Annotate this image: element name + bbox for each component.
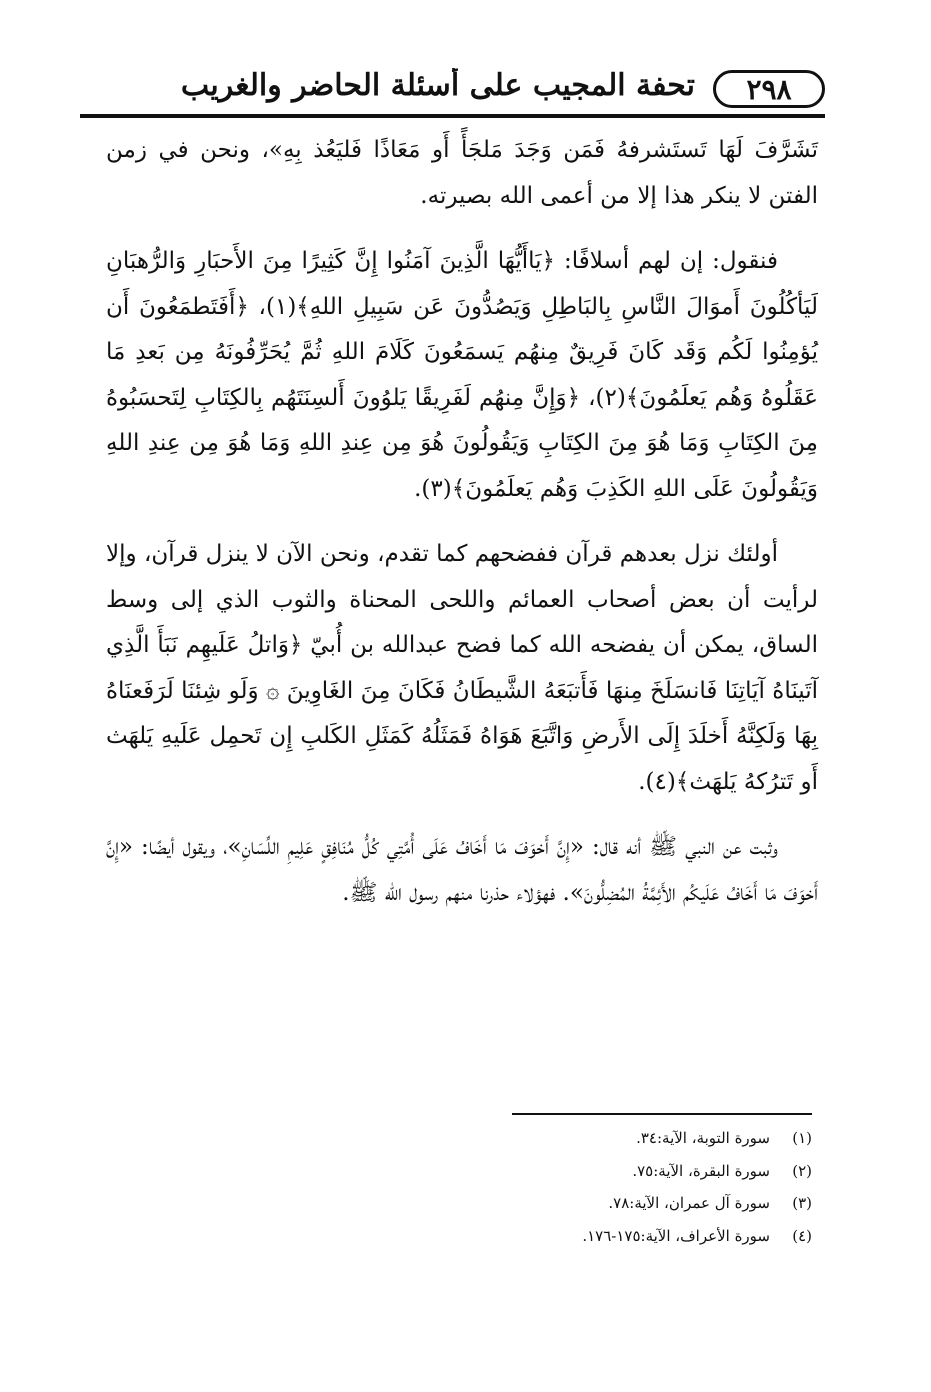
footnote-text: سورة الأعراف، الآية:١٧٥-١٧٦. [582,1226,770,1245]
footnote-number: (٢) [792,1161,812,1180]
footnote-number: (٤) [792,1226,812,1245]
running-title: تحفة المجيب على أسئلة الحاضر والغريب [180,68,695,103]
footnotes [440,1122,812,1252]
paragraph: أولئك نزل بعدهم قرآن ففضحهم كما تقدم، ونحن الآن لا ينزل قرآن، وإلا لرأيت أن بعض أصحاب العمائم واللحى المحناة والثوب الذي إلى وسط الساق، يمكن أن يفضحه الله كما فضح عبدالله بن أُبيّ ﴿وَاتلُ عَلَيهِم نَبَأَ الَّذِي آتَينَاهُ آيَاتِنَا فَانسَلَخَ مِنهَا فَأَتبَعَهُ الشَّيطَانُ فَكَانَ مِنَ الغَاوِينَ ۞ وَلَو شِئنَا لَرَفَعنَاهُ بِهَا وَلَكِنَّهُ أَخلَدَ إِلَى الأَرضِ وَاتَّبَعَ هَوَاهُ فَمَثَلُهُ كَمَثَلِ الكَلبِ إِن تَحمِل عَلَيهِ يَلهَث أَو تَترُكهُ يَلهَث﴾(٤). [106,541,818,795]
footnote [440,1155,812,1188]
page-number: ٢٩٨ [713,70,825,108]
page-header [80,68,825,114]
footnote-text: سورة آل عمران، الآية:٧٨. [608,1194,770,1212]
footnote-text: سورة التوبة، الآية:٣٤. [636,1129,770,1147]
footnote-number: (١) [792,1129,812,1147]
paragraph: فنقول: إن لهم أسلافًا: ﴿يَاأَيُّهَا الَّذِينَ آمَنُوا إِنَّ كَثِيرًا مِنَ الأَحبَارِ وَالرُّهبَانِ لَيَأكُلُونَ أَموَالَ النَّاسِ بِالبَاطِلِ وَيَصُدُّونَ عَن سَبِيلِ اللهِ﴾(١)، ﴿أَفَتَطمَعُونَ أَن يُؤمِنُوا لَكُم وَقَد كَانَ فَرِيقٌ مِنهُم يَسمَعُونَ كَلَامَ اللهِ ثُمَّ يُحَرِّفُونَهُ مِن بَعدِ مَا عَقَلُوهُ وَهُم يَعلَمُونَ﴾(٢)، ﴿وَإِنَّ مِنهُم لَفَرِيقًا يَلوُونَ أَلسِنَتَهُم بِالكِتَابِ لِتَحسَبُوهُ مِنَ الكِتَابِ وَمَا هُوَ مِنَ الكِتَابِ وَيَقُولُونَ هُوَ مِن عِندِ اللهِ وَمَا هُوَ مِن عِندِ اللهِ وَيَقُولُونَ عَلَى اللهِ الكَذِبَ وَهُم يَعلَمُونَ﴾(٣). [106,248,819,502]
footnote-separator [512,1113,812,1115]
footnote [440,1187,812,1220]
footnote-text: سورة البقرة، الآية:٧٥. [632,1161,770,1180]
main-text [106,128,818,936]
footnote [440,1122,812,1155]
footnote-number: (٣) [792,1194,812,1212]
paragraph: تَشَرَّفَ لَهَا تَستَشرفهُ فَمَن وَجَدَ مَلجَأً أَو مَعَاذًا فَليَعُذ بِهِ»، ونحن في زمن الفتن لا ينكر هذا إلا من أعمى الله بصيرته. [106,137,818,209]
paragraph: وثبت عن النبي ﷺ أنه قال: «إِنَّ أَخوَفَ مَا أَخَافُ عَلَى أُمَّتِي كُلُّ مُنَافِقٍ عَلِيمِ اللِّسَانِ»، ويقول أيضًا: «إِنَّ أَخوَفَ مَا أَخَافُ عَلَيكُم الأَئِمَّةُ المُضِلُّونَ». فهؤلاء حذرنا منهم رسول الله ﷺ. [106,834,818,906]
header-rule [80,114,825,118]
footnote [440,1220,812,1253]
